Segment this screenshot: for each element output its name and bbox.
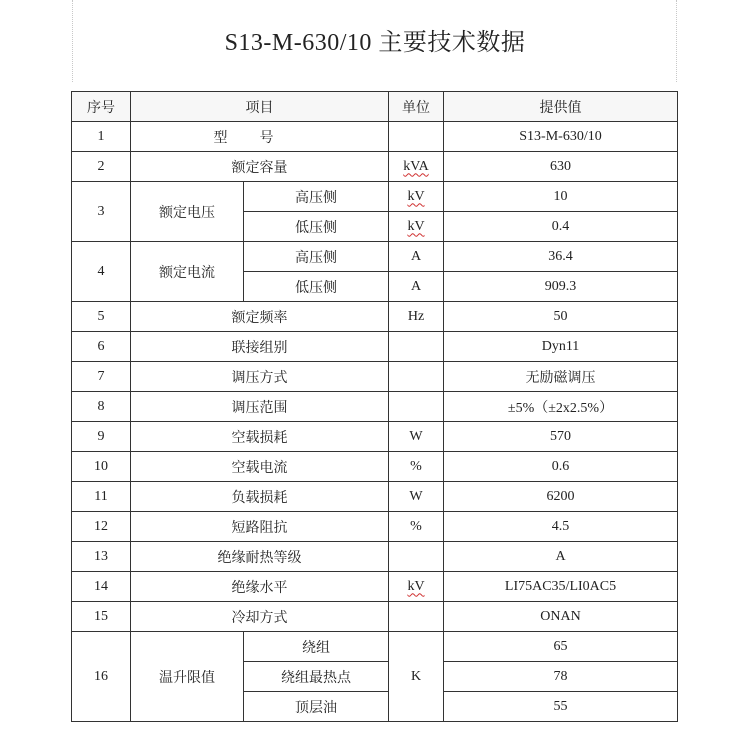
row-no: 6 (72, 332, 131, 362)
row-unit (389, 122, 444, 152)
row-value: A (444, 542, 678, 572)
row-value: 50 (444, 302, 678, 332)
row-no: 16 (72, 632, 131, 722)
table-row (72, 392, 678, 422)
row-no: 14 (72, 572, 131, 602)
row-unit (389, 212, 444, 242)
row-value: 6200 (444, 482, 678, 512)
row-unit: Hz (389, 302, 444, 332)
header-value: 提供值 (444, 92, 678, 122)
table-row (72, 572, 678, 602)
row-value: 0.6 (444, 452, 678, 482)
row-no: 4 (72, 242, 131, 302)
row-value: 10 (444, 182, 678, 212)
row-group: 温升限值 (131, 632, 244, 722)
row-item: 调压范围 (131, 392, 389, 422)
row-value: 630 (444, 152, 678, 182)
row-value: 570 (444, 422, 678, 452)
header-item: 项目 (131, 92, 389, 122)
row-no: 11 (72, 482, 131, 512)
unit-text: kV (407, 188, 425, 204)
row-no: 12 (72, 512, 131, 542)
row-value: S13-M-630/10 (444, 122, 678, 152)
table-row (72, 512, 678, 542)
row-item: 负载损耗 (131, 482, 389, 512)
table-row (72, 602, 678, 632)
row-item: 冷却方式 (131, 602, 389, 632)
row-item: 绝缘耐热等级 (131, 542, 389, 572)
row-unit (389, 362, 444, 392)
row-item: 额定频率 (131, 302, 389, 332)
row-item: 空载电流 (131, 452, 389, 482)
row-unit: A (389, 272, 444, 302)
spec-table (71, 91, 678, 722)
table-row (72, 452, 678, 482)
row-value: ±5%（±2x2.5%） (444, 392, 678, 422)
row-sub-item: 绕组 (244, 632, 389, 662)
table-row (72, 152, 678, 182)
row-value: Dyn11 (444, 332, 678, 362)
row-no: 13 (72, 542, 131, 572)
header-no: 序号 (72, 92, 131, 122)
row-value: 909.3 (444, 272, 678, 302)
row-sub-item: 绕组最热点 (244, 662, 389, 692)
row-value: 无励磁调压 (444, 362, 678, 392)
row-value: 78 (444, 662, 678, 692)
row-no: 7 (72, 362, 131, 392)
row-unit: K (389, 632, 444, 722)
row-sub-item: 高压侧 (244, 182, 389, 212)
row-item: 额定容量 (131, 152, 389, 182)
row-unit: A (389, 242, 444, 272)
row-no: 8 (72, 392, 131, 422)
row-item: 型号 (131, 122, 389, 152)
row-unit (389, 152, 444, 182)
row-sub-item: 低压侧 (244, 212, 389, 242)
table-row (72, 182, 678, 212)
row-no: 3 (72, 182, 131, 242)
row-value: LI75AC35/LI0AC5 (444, 572, 678, 602)
row-value: 65 (444, 632, 678, 662)
row-unit: W (389, 422, 444, 452)
table-row (72, 482, 678, 512)
table-row (72, 122, 678, 152)
row-no: 5 (72, 302, 131, 332)
table-row (72, 422, 678, 452)
unit-text: kVA (403, 158, 429, 174)
row-value: 55 (444, 692, 678, 722)
header-unit: 单位 (389, 92, 444, 122)
table-row (72, 632, 678, 662)
table-header-row (72, 92, 678, 122)
row-unit (389, 542, 444, 572)
page-title: S13-M-630/10 主要技术数据 (224, 30, 526, 56)
row-group: 额定电压 (131, 182, 244, 242)
row-item: 绝缘水平 (131, 572, 389, 602)
row-no: 15 (72, 602, 131, 632)
row-unit (389, 572, 444, 602)
table-row (72, 542, 678, 572)
row-sub-item: 高压侧 (244, 242, 389, 272)
row-group: 额定电流 (131, 242, 244, 302)
row-value: 4.5 (444, 512, 678, 542)
row-value: 36.4 (444, 242, 678, 272)
row-item: 短路阻抗 (131, 512, 389, 542)
row-sub-item: 低压侧 (244, 272, 389, 302)
row-unit: W (389, 482, 444, 512)
row-item: 空载损耗 (131, 422, 389, 452)
row-no: 10 (72, 452, 131, 482)
unit-text: kV (407, 578, 425, 594)
row-no: 2 (72, 152, 131, 182)
table-row (72, 332, 678, 362)
table-row (72, 242, 678, 272)
table-row (72, 302, 678, 332)
row-unit: % (389, 452, 444, 482)
row-value: 0.4 (444, 212, 678, 242)
row-no: 1 (72, 122, 131, 152)
row-item: 联接组别 (131, 332, 389, 362)
row-unit (389, 182, 444, 212)
row-item: 调压方式 (131, 362, 389, 392)
row-unit: % (389, 512, 444, 542)
row-no: 9 (72, 422, 131, 452)
row-unit (389, 602, 444, 632)
row-unit (389, 392, 444, 422)
unit-text: kV (407, 218, 425, 234)
row-sub-item: 顶层油 (244, 692, 389, 722)
row-unit (389, 332, 444, 362)
row-value: ONAN (444, 602, 678, 632)
table-row (72, 362, 678, 392)
